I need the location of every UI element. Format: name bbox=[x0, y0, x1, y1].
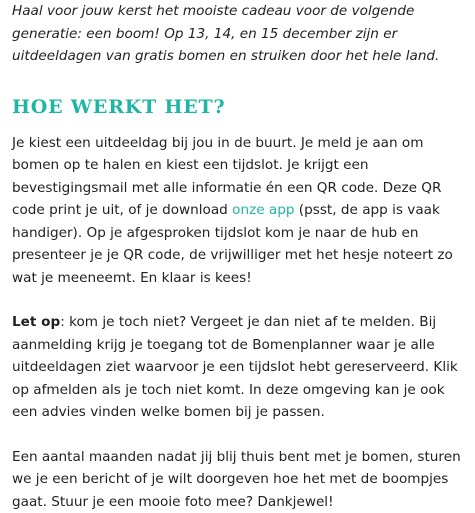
paragraph-how-it-works-text-2: (psst, de app is vaak handiger). Op je afgesproken tijdslot kom je naar de hub en presenteer je je QR code, de vrijwilliger met het hesje noteert zo wat je meeneemt. En klaar is kees! bbox=[12, 202, 453, 286]
paragraph-follow-up: Een aantal maanden nadat jij blij thuis bent met je bomen, sturen we je een bericht of je wilt doorgeven hoe het met de boompjes gaat. Stuur je een mooie foto mee? Dankjewel! bbox=[12, 446, 474, 513]
section-heading: HOE WERKT HET? bbox=[12, 95, 474, 119]
paragraph-how-it-works-text-1: Je kiest een uitdeeldag bij jou in de buurt. Je meld je aan om bomen op te halen en kiest een tijdslot. Je krijgt een bevestigingsmail met alle informatie én een QR code. Deze QR code print je uit, of je download bbox=[12, 135, 441, 219]
paragraph-note bbox=[12, 311, 474, 424]
note-text: : kom je toch niet? Vergeet je dan niet af te melden. Bij aanmelding krijg je toegang tot de Bomenplanner waar je alle uitdeeldagen ziet waarvoor je een tijdslot hebt gereserveerd. Klik op afmelden als je toch niet komt. In deze omgeving kan je ook een advies vinden welke bomen bij je passen. bbox=[12, 314, 458, 420]
paragraph-how-it-works bbox=[12, 132, 474, 290]
app-link[interactable]: onze app bbox=[232, 202, 294, 218]
note-label: Let op bbox=[12, 314, 60, 330]
intro-text: Haal voor jouw kerst het mooiste cadeau voor de volgende generatie: een boom! Op 13, 14, en 15 december zijn er uitdeeldagen van gratis bomen en struiken door het hele land. bbox=[12, 0, 474, 68]
article-content bbox=[12, 0, 474, 513]
